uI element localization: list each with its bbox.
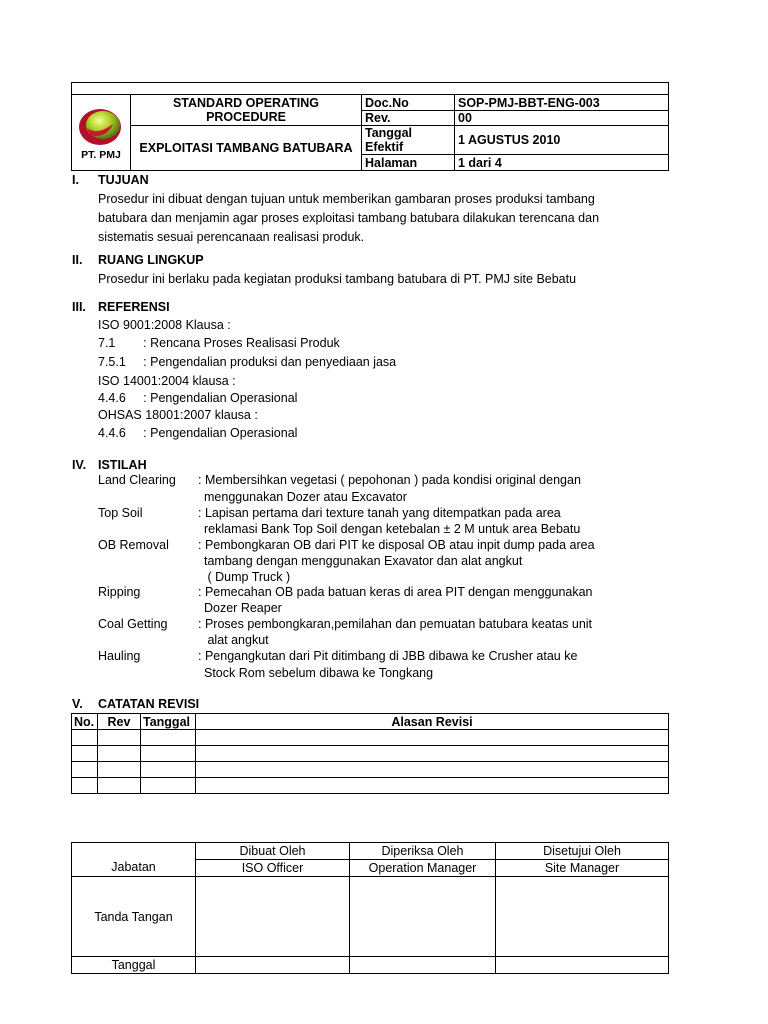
term-definition: reklamasi Bank Top Soil dengan ketebalan ± 2 M untuk area Bebatu [204,522,581,536]
signature-box [350,877,496,957]
term-definition: : Lapisan pertama dari texture tanah yang ditempatkan pada area [198,506,561,520]
column-header: No. [72,714,98,730]
signoff-action: Disetujui Oleh [496,843,669,860]
paragraph-line: Prosedur ini berlaku pada kegiatan produksi tambang batubara di PT. PMJ site Bebatu [98,272,577,286]
section-number: I. [72,173,79,187]
term-definition: alat angkut [204,633,269,647]
table-header-row [72,714,669,730]
company-name: PT. PMJ [81,149,121,161]
term-label: Top Soil [98,506,143,520]
meta-label: Tanggal Efektif [362,126,455,155]
paragraph-line: Prosedur ini dibuat dengan tujuan untuk memberikan gambaran proses produksi tambang [98,192,595,206]
company-logo [77,106,125,146]
term-label: Coal Getting [98,617,168,631]
column-header: Alasan Revisi [196,714,669,730]
reference-line: OHSAS 18001:2007 klausa : [98,408,258,422]
section-title: REFERENSI [98,300,170,314]
term-definition: : Proses pembongkaran,pemilahan dan pemuatan batubara keatas unit [198,617,593,631]
term-definition: tambang dengan menggunakan Exavator dan alat angkut [204,554,523,568]
signature-box [196,877,350,957]
term-label: Ripping [98,585,141,599]
doc-title: STANDARD OPERATING PROCEDURE [131,95,362,126]
meta-value: SOP-PMJ-BBT-ENG-003 [455,95,669,111]
term-definition: : Pembongkaran OB dari PIT ke disposal OB atau inpit dump pada area [198,538,595,552]
section-title: CATATAN REVISI [98,697,200,711]
meta-label: Doc.No [362,95,455,111]
meta-value: 1 dari 4 [455,155,669,171]
logo-cell [72,95,131,171]
section-number: III. [72,300,86,314]
doc-subtitle: EXPLOITASI TAMBANG BATUBARA [131,126,362,171]
term-definition: : Pengangkutan dari Pit ditimbang di JBB dibawa ke Crusher atau ke [198,649,578,663]
signature-box [496,877,669,957]
tanggal-label: Tanggal [72,957,196,974]
section-number: IV. [72,458,87,472]
section-number: II. [72,253,83,267]
section-title: RUANG LINGKUP [98,253,204,267]
reference-line: ISO 14001:2004 klausa : [98,374,236,388]
term-definition: : Pemecahan OB pada batuan keras di area PIT dengan menggunakan [198,585,593,599]
reference-line: 4.4.6 : Pengendalian Operasional [98,391,298,405]
section-title: ISTILAH [98,458,147,472]
signoff-action: Dibuat Oleh [196,843,350,860]
term-definition: menggunakan Dozer atau Excavator [204,490,407,504]
reference-line: 7.5.1 : Pengendalian produksi dan penyediaan jasa [98,355,397,369]
signoff-action: Diperiksa Oleh [350,843,496,860]
term-definition: : Membersihkan vegetasi ( pepohonan ) pada kondisi original dengan [198,473,581,487]
meta-label: Rev. [362,111,455,126]
date-box [350,957,496,974]
tanda-tangan-label: Tanda Tangan [72,877,196,957]
meta-value: 1 AGUSTUS 2010 [455,126,669,155]
meta-label: Halaman [362,155,455,171]
reference-line: 7.1 : Rencana Proses Realisasi Produk [98,336,340,350]
paragraph-line: sistematis sesuai perencanaan realisasi produk. [98,230,365,244]
signoff-role: Operation Manager [350,860,496,877]
paragraph-line: batubara dan menjamin agar proses exploitasi tambang batubara dilakukan terencana dan [98,211,600,225]
signoff-table [71,842,669,974]
term-definition: Stock Rom sebelum dibawa ke Tongkang [204,666,434,680]
term-label: Land Clearing [98,473,176,487]
signoff-role: ISO Officer [196,860,350,877]
table-row [72,778,669,794]
reference-line: 4.4.6 : Pengendalian Operasional [98,426,298,440]
revision-table [71,713,669,794]
date-box [496,957,669,974]
table-row [72,746,669,762]
table-row [72,730,669,746]
document-header [71,82,669,171]
term-label: Hauling [98,649,141,663]
signoff-role: Site Manager [496,860,669,877]
column-header: Tanggal [141,714,196,730]
reference-line: ISO 9001:2008 Klausa : [98,318,231,332]
term-definition: Dozer Reaper [204,601,282,615]
term-label: OB Removal [98,538,169,552]
term-definition: ( Dump Truck ) [204,570,291,584]
date-box [196,957,350,974]
section-number: V. [72,697,83,711]
jabatan-label: Jabatan [72,843,196,877]
section-title: TUJUAN [98,173,149,187]
column-header: Rev [98,714,141,730]
table-row [72,762,669,778]
meta-value: 00 [455,111,669,126]
